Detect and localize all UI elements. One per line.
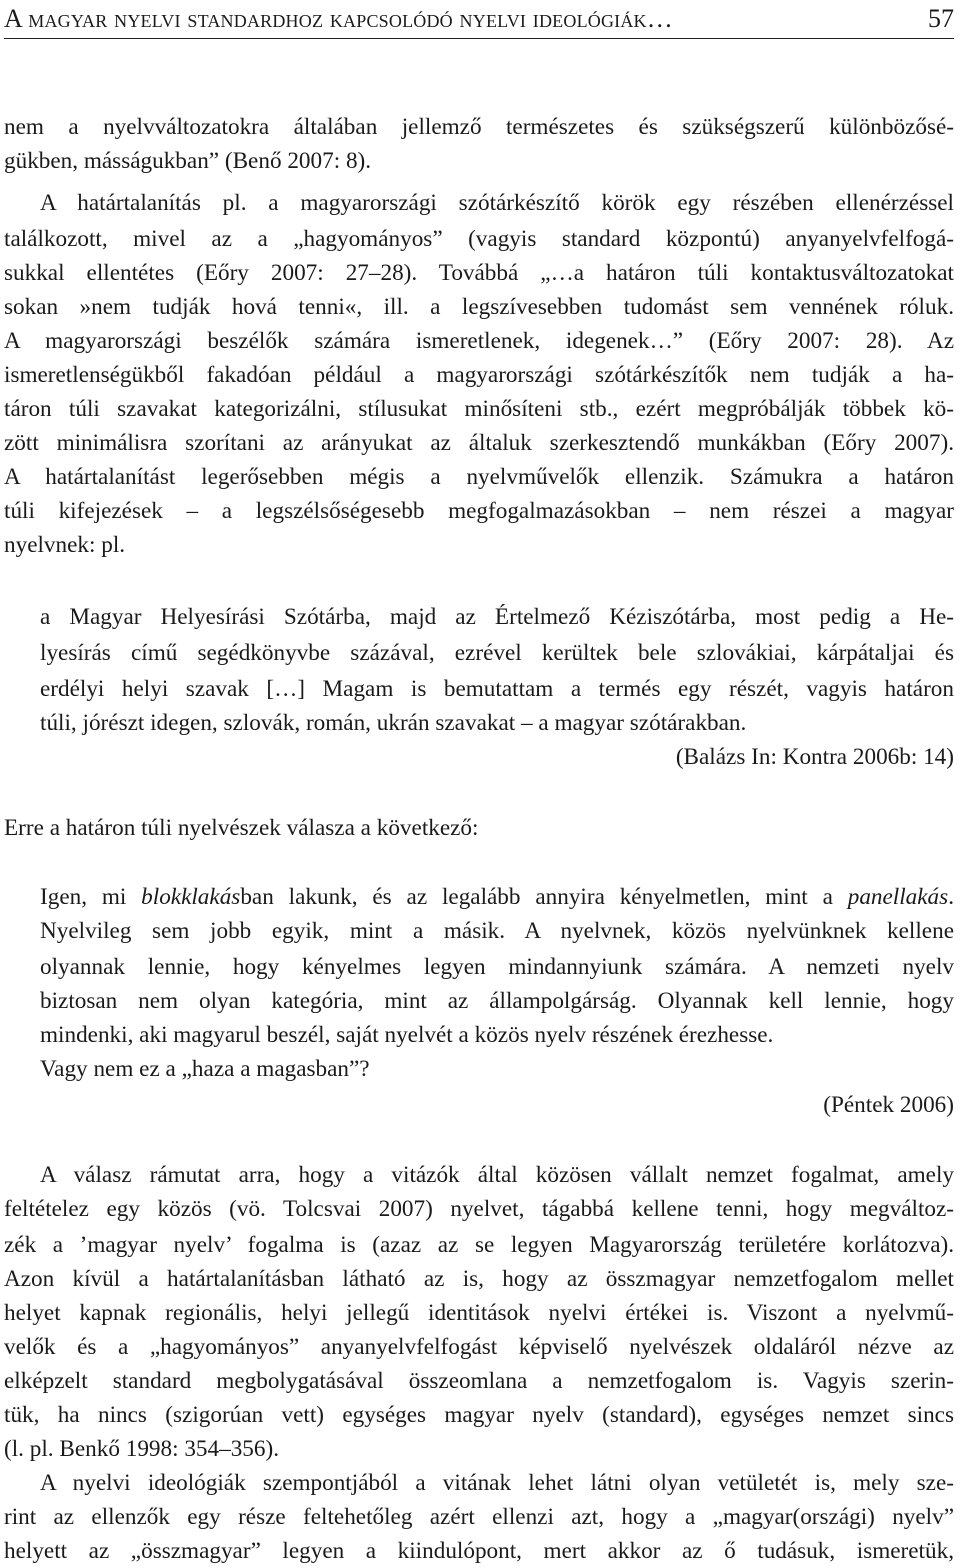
paragraph-line: tük, ha nincs (szigorúan vett) egységes magyar nyelv (standard), egységes nemzet sincs: [4, 1402, 954, 1428]
quote-source: (Balázs In: Kontra 2006b: 14): [675, 744, 954, 770]
quote-source: (Péntek 2006): [823, 1092, 954, 1118]
paragraph-line: Azon kívül a határtalanításban látható az is, hogy az összmagyar nemzetfogalom mellet: [4, 1266, 954, 1292]
paragraph-line: A határtalanítás pl. a magyarországi szótárkészítő körök egy részében ellenérzéssel: [40, 190, 954, 216]
paragraph-line: táron túli szavakat kategorizálni, stílusukat minősíteni stb., ezért megpróbálják többek kö-: [4, 396, 954, 422]
quote-line: a Magyar Helyesírási Szótárba, majd az Értelmező Kéziszótárba, most pedig a He-: [40, 604, 954, 630]
paragraph-line: A válasz rámutat arra, hogy a vitázók által közösen vállalt nemzet fogalmat, amely: [40, 1162, 954, 1188]
quote-line: Vagy nem ez a „haza a magasban”?: [40, 1056, 370, 1082]
quote-line: Nyelvileg sem jobb egyik, mint a másik. A nyelvnek, közös nyelvünknek kellene: [40, 918, 954, 944]
emphasis-term: panellakás: [847, 884, 949, 910]
paragraph-line: nyelvnek: pl.: [4, 532, 126, 558]
quote-line: olyannak lennie, hogy kényelmes legyen mindannyiunk számára. A nemzeti nyelv: [40, 954, 954, 980]
paragraph-line: találkozott, mivel az a „hagyományos” (vagyis standard központú) anyanyelvfelfogá-: [4, 226, 954, 252]
paragraph-line: rint az ellenzők egy része feltehetőleg azért ellenzi azt, hogy a „magyar(országi) nyelv”: [4, 1504, 954, 1530]
quote-line: [40, 886, 954, 909]
paragraph-line: sokan »nem tudják hová tenni«, ill. a legszívesebben tudomást sem vennének róluk.: [4, 294, 954, 320]
paragraph-line: ismeretlenségükből fakadóan például a magyarországi szótárkészítők nem tudják a ha-: [4, 362, 954, 388]
paragraph-line: helyet kapnak regionális, helyi jellegű identitások nyelvi értékei is. Viszont a nyelvmű-: [4, 1300, 954, 1326]
quote-line: túli, jórészt idegen, szlovák, román, ukrán szavakat – a magyar szótárakban.: [40, 710, 747, 736]
paragraph-line: (l. pl. Benkő 1998: 354–356).: [4, 1436, 280, 1462]
paragraph-line: Erre a határon túli nyelvészek válasza a következő:: [4, 815, 479, 841]
emphasis-term: blokklakás: [141, 884, 241, 910]
page-number: 57: [928, 4, 954, 33]
quote-text: Igen, mi: [40, 884, 142, 910]
paragraph-line: A határtalanítást legerősebben mégis a nyelvművelők ellenzik. Számukra a határon: [4, 464, 954, 490]
running-header: [4, 0, 954, 39]
quote-text: ban lakunk, és az legalább annyira kényelmetlen, mint a: [240, 884, 848, 910]
quote-line: lyesírás című segédkönyvbe százával, ezrével kerültek bele szlovákiai, kárpátaljai és: [40, 640, 954, 666]
paragraph-line: elképzelt standard megbolygatásával összeomlana a nemzetfogalom is. Vagyis szerin-: [4, 1368, 954, 1394]
paragraph-line: feltételez egy közös (vö. Tolcsvai 2007) nyelvet, tágabbá kellene tenni, hogy megváltoz-: [4, 1196, 954, 1222]
paragraph-line: zék a ’magyar nyelv’ fogalma is (azaz az se legyen Magyarország területére korlátozva).: [4, 1232, 954, 1258]
paragraph-line: zött minimálisra szorítani az arányukat az általuk szerkesztendő munkákban (Eőry 2007).: [4, 430, 954, 456]
paragraph-line: sukkal ellentétes (Eőry 2007: 27–28). Továbbá „…a határon túli kontaktusváltozatokat: [4, 260, 954, 286]
quote-line: erdélyi helyi szavak […] Magam is bemutattam a termés egy részét, vagyis határon: [40, 676, 954, 702]
running-title: A magyar nyelvi standardhoz kapcsolódó nyelvi ideológiák…: [4, 4, 673, 33]
paragraph-line: helyett az „összmagyar” legyen a kiindulópont, mert akkor az ő tudásuk, ismeretük,: [4, 1538, 954, 1564]
paragraph-line: gükben, másságukban” (Benő 2007: 8).: [4, 148, 372, 174]
quote-line: mindenki, aki magyarul beszél, saját nyelvét a közös nyelv részének érezhesse.: [40, 1022, 774, 1048]
paragraph-line: túli kifejezések – a legszélsőségesebb megfogalmazásokban – nem részei a magyar: [4, 498, 954, 524]
quote-line: biztosan nem olyan kategória, mint az állampolgárság. Olyannak kell lennie, hogy: [40, 988, 954, 1014]
paragraph-line: A magyarországi beszélők számára ismeretlenek, idegenek…” (Eőry 2007: 28). Az: [4, 328, 954, 354]
paragraph-line: A nyelvi ideológiák szempontjából a vitának lehet látni olyan vetületét is, mely sze-: [40, 1470, 954, 1496]
paragraph-line: nem a nyelvváltozatokra általában jellemző természetes és szükségszerű különbözősé-: [4, 114, 954, 140]
quote-text: .: [948, 884, 954, 910]
paragraph-line: velők és a „hagyományos” anyanyelvfelfogást képviselő nyelvészek oldaláról nézve az: [4, 1334, 954, 1360]
